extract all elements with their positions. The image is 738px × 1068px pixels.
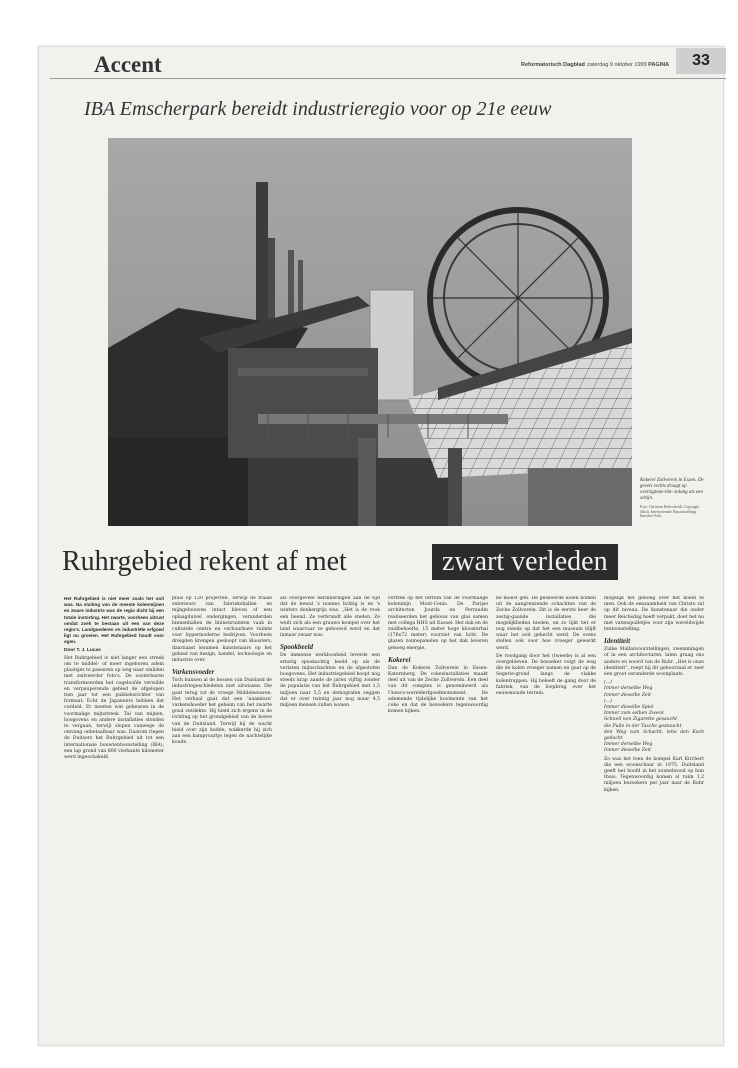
masthead bbox=[50, 52, 726, 79]
paragraph: pluis op 120 projecten. Terwijl de fraaie exterieurs van fabriekshallen en mijngebouwen intact bleven of een oplaagduivel ondergingen, veranderden binnenhallen de binnenruimten vaak in culturele centra en verhuurbare ruimte voor hypermoderne bedrijven. Voorheen dreigden krengen gesloopt van kloosters, daarnaast kwamen kunstenaars op het gebied van design, handel, technologie en industrie over. bbox=[172, 596, 272, 664]
issue-date: zaterdag 9 oktober 1999 bbox=[587, 62, 647, 68]
article-column-1 bbox=[64, 596, 164, 1042]
paragraph: Dan de Kokerei Zollverein in Essen-Katernberg. De cokesinstallaties maakt deel uit van de Zeche Zollverein. Een deel van dit complex is genomineerd als Unesco-werelderfgoedmonument. De ademende tijdelijke koolmonte van het coke en dat de bezoekers tegenwoordig komen kijken. bbox=[388, 665, 488, 715]
article-column-2 bbox=[172, 596, 272, 1042]
paragraph: De immense werkloosheid leverde een ernstig spookachtig beeld op als de verlaten mijnschachten en de afgestoten hoogovens. Het industriegebied koopt nog steeds krap aande de jaren vijftig zonder de populatie van het Ruhrgebied met 1,5 miljoen naar 5,5 en demografen zeggen dat er over twintig jaar nog maar 4,5 miljoen mensen zullen wonen. bbox=[280, 653, 380, 709]
byline: Door T. J. Lucas bbox=[64, 647, 101, 653]
subheading: Varkensvoeder bbox=[172, 668, 215, 677]
photo-kokerei-zollverein bbox=[108, 138, 632, 526]
paragraph: mogelijk het genoeg over het koeld te men. Ook de eenzaamheid van Christo zal op dit niveau. De kunstenaar die onder meer Reichsdag heeft verpakt, doet het nu met vatenspulletjes voor zijn wereldwijde tentoonstelling. bbox=[604, 596, 704, 633]
poem-line: Immer dieselbe Spiel bbox=[604, 705, 654, 711]
photo-credit: Foto: Christian Bobischeidt, Copyright Jülich, Internationale Bauausstellung Emscher Park bbox=[640, 505, 700, 518]
headline-part-2-inverted: zwart verleden bbox=[432, 544, 618, 580]
poem-line: (...) bbox=[604, 698, 612, 704]
paper-name: Reformatorisch Dagblad bbox=[521, 62, 585, 68]
paragraph: Zo was het toen de kompel Karl Kirchert die een woonschaar in 1975. Duitsland geeft het hoofd in het zonnebrood op hun thuis. Tegenwoordig komen al ruim 1,2 miljoen bezoekers per jaar naar de Ruhr kijken. bbox=[604, 756, 704, 793]
poem-line: Immer derselbe Weg bbox=[604, 686, 653, 692]
industrial-photo bbox=[108, 138, 632, 526]
subheading: Spookbeeld bbox=[280, 643, 314, 652]
kicker-headline: IBA Emscherpark bereidt industrieregio voor op 21e eeuw bbox=[84, 98, 552, 120]
article-body bbox=[64, 596, 704, 1042]
poem-line: Immer dieselbe Zeit bbox=[604, 692, 651, 698]
subheading: Identiteit bbox=[604, 637, 631, 646]
poem-line: Immer derselbe Weg bbox=[604, 742, 653, 748]
article-column-6 bbox=[604, 596, 704, 1042]
poem-line: den Weg zum Schacht, lebe den Koch gedacht bbox=[604, 729, 704, 742]
section-title: Accent bbox=[94, 52, 162, 77]
poem-line: die Pulle in der Tasche gestaucht bbox=[604, 723, 682, 729]
page-label: PAGINA bbox=[648, 62, 670, 68]
paragraph: Toch kunnen al de bossen van Duisland de industriegeschiedenis niet uitwissen. Die gaat terug tot de vroege Middeleeuwen. Het verhaal gaat dat een ‘naamloze’ varkenshoeder het geheim van het zwarte goud ontdekte. Hij hield zich ergens in de richting op het grondgebied van de hoeve van de Duitsland. Terwijl hij de wacht hield over zijn kudde, wakkerde hij zich aan een kampvuurtje tegen de nachtelijke koude. bbox=[172, 678, 272, 746]
poem-line: Immer zum selben Zweck bbox=[604, 711, 664, 717]
page-number: 33 bbox=[676, 48, 726, 74]
poem-excerpt bbox=[604, 680, 704, 754]
paragraph: vertrek op het terrein van de voormalige kolenmijn Mont-Cenis. De Parijse architecten Jourda en Perraudin realiseerden het gebouw van glas samen met collega HHS uit Kassel. Het dak en de zuidbehoefte, 15 meter hoge kloosterhal (176x72 meter) voorziet van licht. De glazen zonnepanelen op het dak leveren genoeg energie. bbox=[388, 596, 488, 651]
paragraph: Zulke Mallanvoorstellingen, zwemmingen of in een architecturen, laten graag ons anders en woord van de Ruhr. „Het is onze identiteit”, roept hij dit gehoorzaal er zeer een groot veranderde woonplaats. bbox=[604, 647, 704, 678]
article-column-4 bbox=[388, 596, 488, 1042]
paragraph: De roodgang door het (tweede) is al een overgebleven. De bezoeker volgt de weg die de kolen vroeger namen en gaat op de Segerie-grond langs de vlakke kolentrappen. Hij beleeft de gang door de fabriek, van de loopbrug over het eeuwenoude terrein. bbox=[496, 653, 596, 697]
photo-caption bbox=[640, 478, 708, 519]
date-line bbox=[587, 62, 669, 68]
poem-line: Schnell nen Zigarette gesaucht bbox=[604, 717, 678, 723]
paragraph: Het Ruhrgebied is niet langer een streek om te middel- of meer ingeboren adem plaatsjes te passeren op weg naar omliden met zeilveerder foto's. De oosterburen transformeerden het cogeloofde verwilde en verpauperende gebied de afgelopen tien jaar tot een publieksrichter van formaat. Echt de Japanners hebben dat cordeld. Er moeten wat gebeuren in de voormalige mijnstreek. Tal van mijnen, hoogovens en andere installaties stonden te vergaan, terwijl slopen vanwege de omvang onbetaalbaar was. Daarom riepen de Duitsers het Ruhrgebied uit tot een internationale bouwtentoonstelling (IBA), een lap grond van 800 vierkante kilometer werd ingeschakeld. bbox=[64, 655, 164, 761]
caption-text: Kokerei Zollverein in Essen. De gevels rechts draagt op overzigtone-lim- zolang als een schijn. bbox=[640, 478, 704, 501]
article-column-5 bbox=[496, 596, 596, 1042]
article-lead: Het Ruhrgebied is niet meer zoals het ooit was. Na sluiting van de meeste kolenmijnen en zware industrie was de regio dicht bij een totale instorting. Het zwarte, voorheen uitrust omdat zoek te bestaan uit een van deze regio's. Landgoederen en industriële erfgoed ligt nu groeien. Het Ruhrgebied houdt voor ogen. bbox=[64, 596, 164, 645]
subheading: Kokerei bbox=[388, 655, 411, 664]
main-headline bbox=[62, 544, 702, 580]
paragraph: als overgevele herinneringen aan de tijd dat de bewal 's nonnes lichtig is en 's winters donkergrijs was. „Het is de rook een beend. Ze verbrandt alle steden. Ze weilt zich als een grauwe kompel over het land waarvaar ze gebouwd werd en dat inmaar zwaar was. bbox=[280, 596, 380, 639]
headline-part-1: Ruhrgebied rekent af met bbox=[62, 546, 347, 577]
poem-line: Immer dieselbe Zeit bbox=[604, 748, 651, 754]
paragraph: be moest gen. De gesnoerde kolen komen uit de aangrenzende schachten van de Zeche Zollverein. Dit is de eerste keer de zestig-gaande installaties die mogelijkheden bieden, en zo lijkt het er nog steeds op dat het een museum blijft waar het ooit gehecht werd. De ovens stellen ook voor hoe vroeger gewerkt werd. bbox=[496, 596, 596, 651]
poem-line: (...) bbox=[604, 680, 612, 686]
article-column-3 bbox=[280, 596, 380, 1042]
